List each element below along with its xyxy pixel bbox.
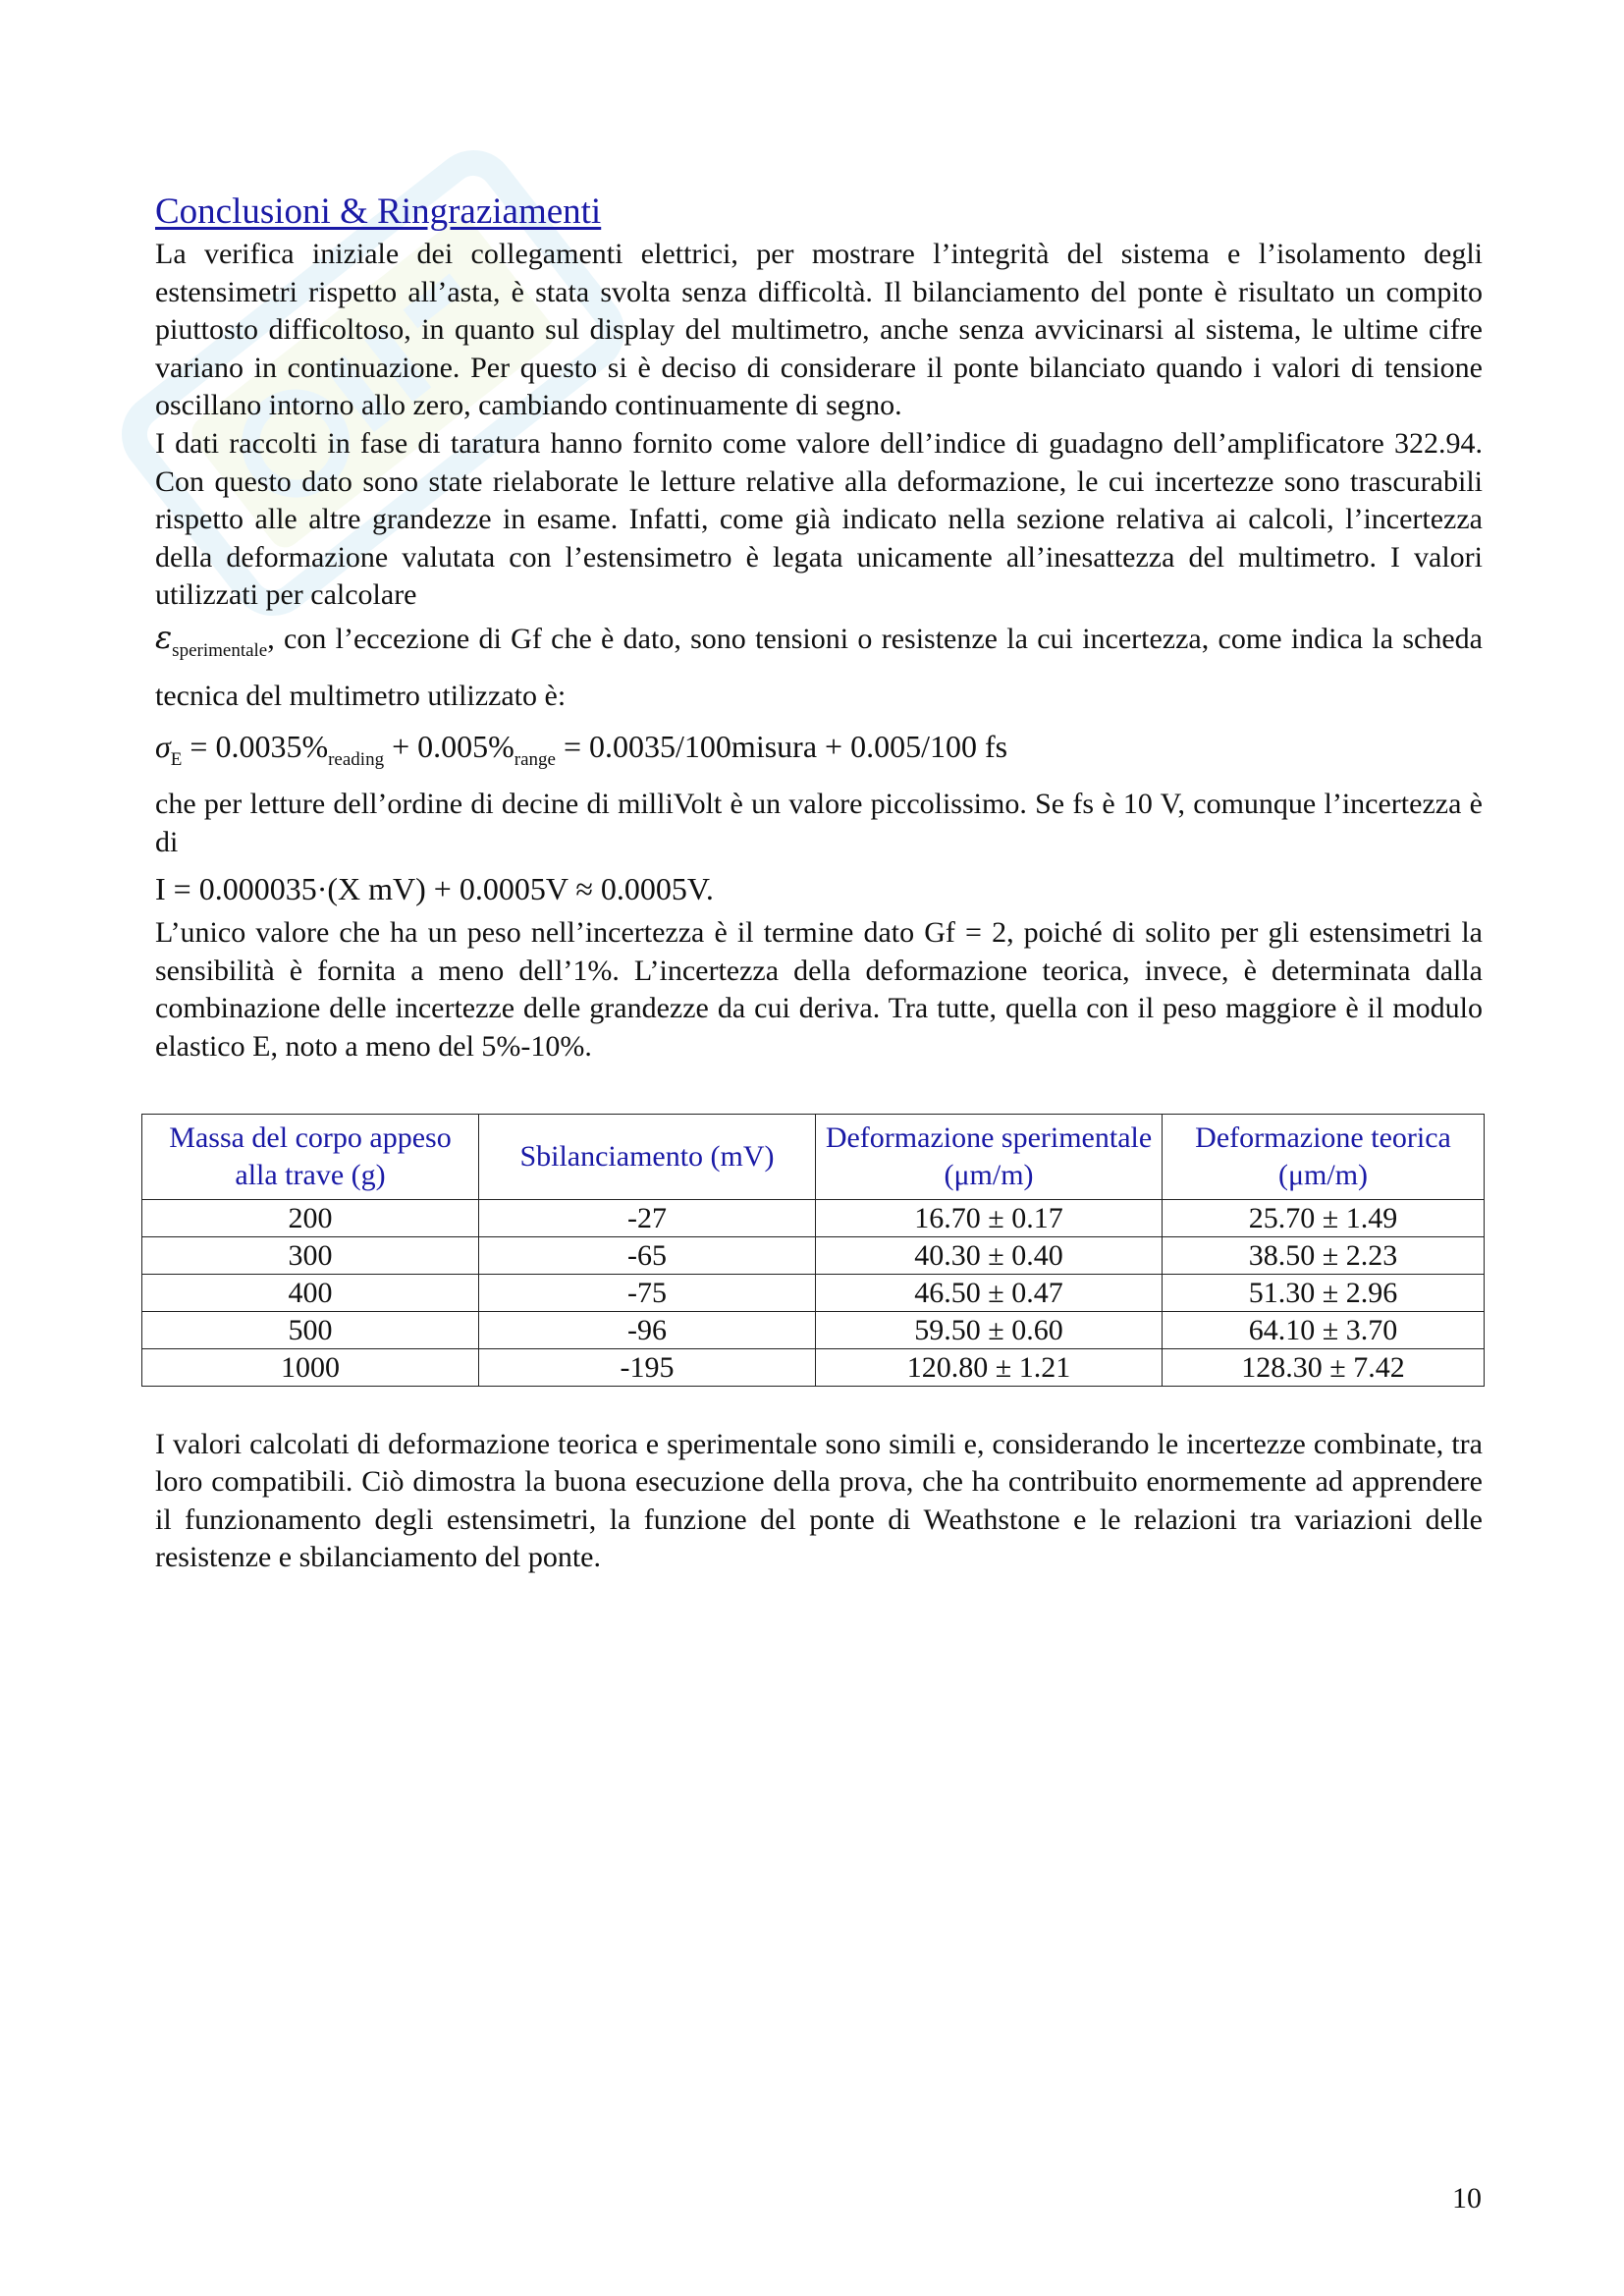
cell-unbalance: -96 — [479, 1311, 816, 1348]
column-header-mass: Massa del corpo appeso alla trave (g) — [142, 1114, 479, 1199]
formula-part-3: = 0.0035/100misura + 0.005/100 fs — [555, 728, 1008, 764]
paragraph-calibration-text: I dati raccolti in fase di taratura hanno fornito come valore dell’indice di guadagno dell’amplificatore 322.94. Con questo dato sono state rielaborate le letture relative alla deformazione, le cui incertezze sono trascurabili rispetto alle altre grandezze in esame. Infatti, come già indicato nella sezione relativa ai calcoli, l’incertezza della deformazione valutata con l’estensimetro è legata unicamente all’inesattezza del multimetro. I valori utilizzati per calcolare — [155, 426, 1483, 612]
epsilon-subscript: sperimentale — [172, 639, 268, 661]
cell-unbalance: -75 — [479, 1274, 816, 1311]
cell-experimental: 46.50 ± 0.47 — [816, 1274, 1163, 1311]
cell-unbalance: -195 — [479, 1348, 816, 1386]
table-row — [142, 1199, 1485, 1236]
paragraph-calibration-continued: , con l’eccezione di Gf che è dato, sono tensioni o resistenze la cui incertezza, come indica la scheda tecnica del multimetro utilizzato è: — [155, 622, 1483, 712]
table-row — [142, 1311, 1485, 1348]
epsilon-symbol: ε — [155, 618, 173, 656]
document-page — [155, 189, 1483, 1577]
cell-experimental: 40.30 ± 0.40 — [816, 1236, 1163, 1274]
cell-theoretical: 51.30 ± 2.96 — [1163, 1274, 1485, 1311]
paragraph-calibration — [155, 425, 1483, 615]
cell-theoretical: 64.10 ± 3.70 — [1163, 1311, 1485, 1348]
section-heading: Conclusioni & Ringraziamenti — [155, 191, 602, 232]
cell-experimental: 59.50 ± 0.60 — [816, 1311, 1163, 1348]
range-subscript: range — [514, 748, 556, 770]
cell-theoretical: 128.30 ± 7.42 — [1163, 1348, 1485, 1386]
cell-experimental: 16.70 ± 0.17 — [816, 1199, 1163, 1236]
formula-part-2: + 0.005% — [384, 728, 514, 764]
results-table — [141, 1114, 1485, 1387]
column-header-unbalance: Sbilanciamento (mV) — [479, 1114, 816, 1199]
paragraph-conclusion: I valori calcolati di deformazione teorica e sperimentale sono simili e, considerando le incertezze combinate, tra loro compatibili. Ciò dimostra la buona esecuzione della prova, che ha contribuito enormemente ad apprendere il funzionamento degli estensimetri, la funzione del ponte di Weathstone e le relazioni tra variazioni delle resistenze e sbilanciamento del ponte. — [155, 1427, 1483, 1574]
table-row — [142, 1274, 1485, 1311]
sigma-subscript: E — [170, 748, 183, 770]
table-row — [142, 1236, 1485, 1274]
paragraph-gauge-factor: L’unico valore che ha un peso nell’incertezza è il termine dato Gf = 2, poiché di solito per gli estensimetri la sensibilità è fornita a meno dell’1%. L’incertezza della deformazione teorica, invece, è determinata dalla combinazione delle incertezze delle grandezze da cui deriva. Tra tutte, quella con il peso maggiore è il modulo elastico E, noto a meno del 5%-10%. — [155, 916, 1483, 1063]
paragraph-millivolt: che per letture dell’ordine di decine di milliVolt è un valore piccolissimo. Se fs è 10 V, comunque l’incertezza è di — [155, 787, 1483, 858]
paragraph-verification: La verifica iniziale dei collegamenti elettrici, per mostrare l’integrità del sistema e l’isolamento degli estensimetri rispetto all’asta, è stata svolta senza difficoltà. Il bilanciamento del ponte è risultato un compito piuttosto difficoltoso, in quanto sul display del multimetro, anche senza avvicinarsi al sistema, le ultime cifre variano in continuazione. Per questo si è deciso di considerare il ponte bilanciato quando i valori di tensione oscillano intorno allo zero, cambiando continuamente di segno. — [155, 238, 1483, 422]
formula-sigma — [155, 727, 1483, 780]
cell-mass: 400 — [142, 1274, 479, 1311]
cell-theoretical: 38.50 ± 2.23 — [1163, 1236, 1485, 1274]
column-header-experimental: Deformazione sperimentale (μm/m) — [816, 1114, 1163, 1199]
cell-mass: 200 — [142, 1199, 479, 1236]
formula-uncertainty: I = 0.000035·(X mV) + 0.0005V ≈ 0.0005V. — [155, 871, 714, 907]
epsilon-line — [155, 615, 1483, 719]
cell-unbalance: -27 — [479, 1199, 816, 1236]
page-number: 10 — [1452, 2182, 1482, 2214]
sigma-symbol: σ — [155, 728, 171, 764]
cell-experimental: 120.80 ± 1.21 — [816, 1348, 1163, 1386]
cell-mass: 500 — [142, 1311, 479, 1348]
reading-subscript: reading — [328, 748, 385, 770]
cell-theoretical: 25.70 ± 1.49 — [1163, 1199, 1485, 1236]
table-header-row — [142, 1114, 1485, 1199]
cell-mass: 300 — [142, 1236, 479, 1274]
formula-part-1: = 0.0035% — [182, 728, 329, 764]
table-row — [142, 1348, 1485, 1386]
cell-mass: 1000 — [142, 1348, 479, 1386]
column-header-theoretical: Deformazione teorica (μm/m) — [1163, 1114, 1485, 1199]
cell-unbalance: -65 — [479, 1236, 816, 1274]
